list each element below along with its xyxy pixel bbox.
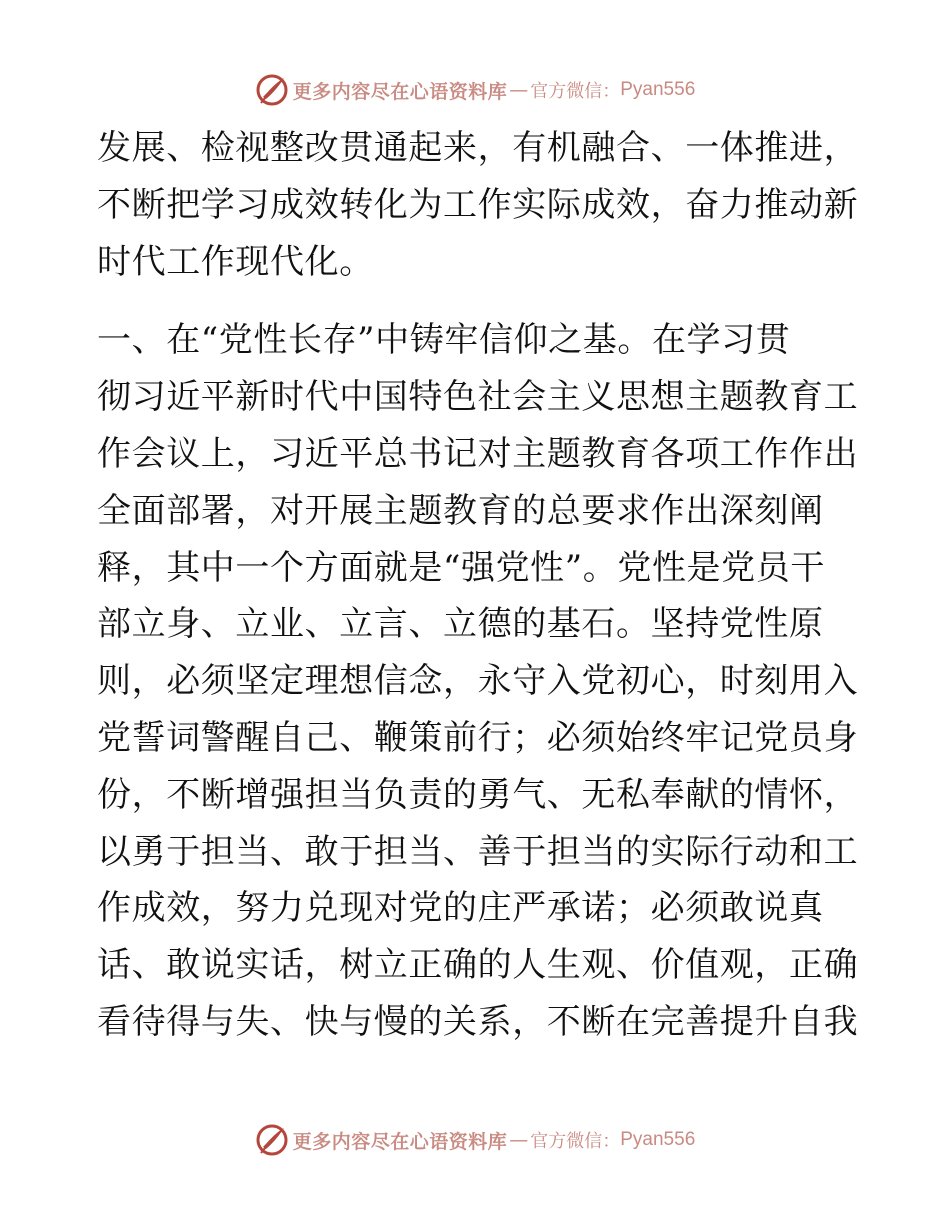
watermark-official-label: 官方微信： [530,81,621,102]
feather-pen-logo-icon [255,1123,289,1157]
watermark-official-label: 官方微信： [530,1131,621,1152]
text-line: 党誓词警醒自己、鞭策前行；必须始终牢记党员身 [97,717,859,758]
watermark-separator: — [509,1129,529,1151]
text-line: 以勇于担当、敢于担当、善于担当的实际行动和工 [97,831,859,872]
document-body [97,120,857,1051]
watermark-main-text: 更多内容尽在心语资料库 [292,1130,508,1153]
text-line: 彻习近平新时代中国特色社会主义思想主题教育工 [97,377,859,418]
text-line: 话、敢说实话，树立正确的人生观、价值观，正确 [97,945,859,986]
paragraph-gap [97,290,857,312]
watermark-separator: — [509,79,529,101]
watermark-main-text: 更多内容尽在心语资料库 [292,80,508,103]
footer-watermark [0,1120,950,1160]
text-line: 作成效，努力兑现对党的庄严承诺；必须敢说真 [97,888,824,929]
watermark-wechat-id: Pyan556 [620,79,696,100]
feather-pen-logo-icon [255,73,289,107]
paragraph-1 [97,120,857,290]
text-line: 释，其中一个方面就是“强党性”。党性是党员干 [97,547,825,588]
text-line: 作会议上，习近平总书记对主题教育各项工作作出 [97,433,859,474]
header-watermark [0,70,950,110]
watermark-wechat-id: Pyan556 [620,1129,696,1150]
text-line: 份，不断增强担当负责的勇气、无私奉献的情怀， [97,774,859,815]
text-line: 部立身、立业、立言、立德的基石。坚持党性原 [97,604,824,645]
text-line: 一、在“党性长存”中铸牢信仰之基。在学习贯 [97,320,791,361]
paragraph-2 [97,312,857,1050]
text-line: 不断把学习成效转化为工作实际成效，奋力推动新 [97,184,859,225]
text-line: 全面部署，对开展主题教育的总要求作出深刻阐 [97,490,824,531]
text-line: 发展、检视整改贯通起来，有机融合、一体推进， [97,128,859,168]
text-line: 时代工作现代化。 [97,241,374,282]
text-line: 则，必须坚定理想信念，永守入党初心，时刻用入 [97,661,859,702]
text-line: 看待得与失、快与慢的关系，不断在完善提升自我 [97,1001,859,1042]
